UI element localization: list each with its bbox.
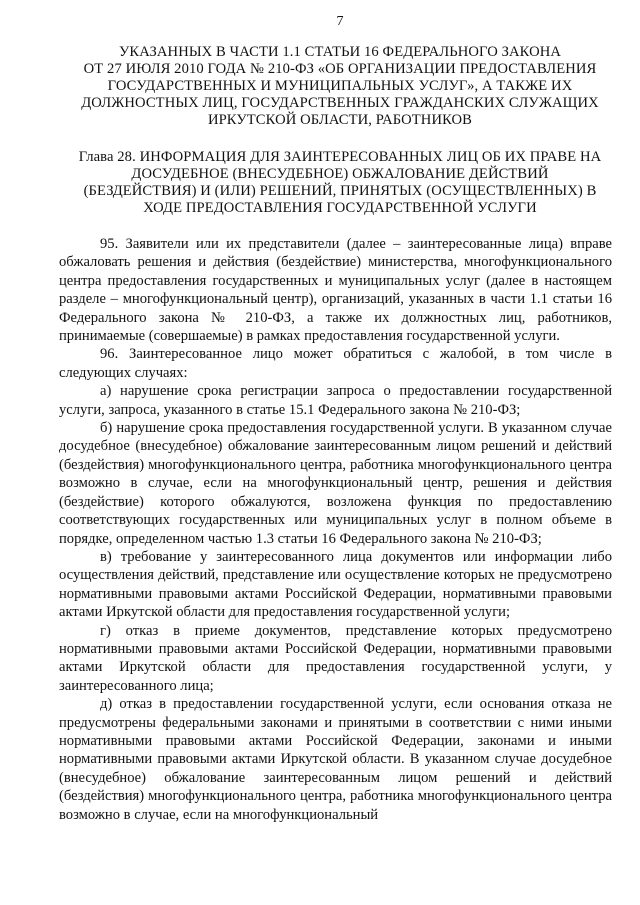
paragraph-96: 96. Заинтересованное лицо может обратиться с жалобой, в том числе в следующих случаях: xyxy=(59,346,612,381)
list-item-g: г) отказ в приеме документов, представление которых предусмотрено нормативными правовыми актами Российской Федерации, нормативными правовыми актами Иркутской области для предоставления государственной услуги, у заинтересованного лица; xyxy=(59,622,612,694)
section-heading-line: ОТ 27 ИЮЛЯ 2010 ГОДА № 210-ФЗ «ОБ ОРГАНИЗАЦИИ ПРЕДОСТАВЛЕНИЯ xyxy=(83,61,597,77)
list-item-d: д) отказ в предоставлении государственной услуги, если основания отказа не предусмотрены федеральными законами и принятыми в соответствии с ними иными нормативными правовыми актами Российской Федерации, законами и иными нормативными правовыми актами Иркутской области. В указанном случае досудебное (внесудебное) обжалование заинтересованным лицом решений и действий (бездействия) многофункционального центра, работника многофункционального центра возможно в случае, если на многофункциональный xyxy=(59,696,612,823)
section-heading xyxy=(66,44,614,129)
page-number: 7 xyxy=(336,14,344,29)
chapter-heading-line: Глава 28. ИНФОРМАЦИЯ ДЛЯ ЗАИНТЕРЕСОВАННЫХ ЛИЦ ОБ ИХ ПРАВЕ НА xyxy=(78,149,602,165)
section-heading-line: ГОСУДАРСТВЕННЫХ И МУНИЦИПАЛЬНЫХ УСЛУГ», А ТАКЖЕ ИХ xyxy=(107,78,573,94)
section-heading-line: ДОЛЖНОСТНЫХ ЛИЦ, ГОСУДАРСТВЕННЫХ ГРАЖДАНСКИХ СЛУЖАЩИХ xyxy=(81,95,599,111)
chapter-heading xyxy=(62,149,618,217)
list-item-a: а) нарушение срока регистрации запроса о предоставлении государственной услуги, запроса, указанного в статье 15.1 Федерального закона № 210-ФЗ; xyxy=(59,383,612,418)
body-text xyxy=(59,235,612,824)
list-item-v: в) требование у заинтересованного лица документов или информации либо осуществления действий, представление или осуществление которых не предусмотрено нормативными правовыми актами Российской Федерации, нормативными правовыми актами Иркутской области для предоставления государственной услуги; xyxy=(59,548,612,621)
paragraph-95: 95. Заявители или их представители (далее – заинтересованные лица) вправе обжаловать решения и действия (бездействие) министерства, многофункционального центра предоставления государственных и муниципальных услуг (далее в настоящем разделе – многофункциональный центр), организаций, указанных в части 1.1 статьи 16 Федерального закона № 210-ФЗ, а также их должностных лиц, работников, принимаемые (совершаемые) в рамках предоставления государственной услуги. xyxy=(59,236,612,345)
list-item-b: б) нарушение срока предоставления государственной услуги. В указанном случае досудебное (внесудебное) обжалование заинтересованным лицом решений и действий (бездействия) многофункционального центра, работника многофункционального центра возможно в случае, если на многофункциональный центр, решения и действия (бездействие) которого обжалуются, возложена функция по предоставлению соответствующих государственных или муниципальных услуг в полном объеме в порядке, определенном частью 1.3 статьи 16 Федерального закона № 210-ФЗ; xyxy=(59,420,612,547)
chapter-heading-line: ДОСУДЕБНОЕ (ВНЕСУДЕБНОЕ) ОБЖАЛОВАНИЕ ДЕЙСТВИЙ xyxy=(131,166,549,182)
chapter-heading-line: (БЕЗДЕЙСТВИЯ) И (ИЛИ) РЕШЕНИЙ, ПРИНЯТЫХ (ОСУЩЕСТВЛЕННЫХ) В xyxy=(83,183,597,199)
section-heading-line: УКАЗАННЫХ В ЧАСТИ 1.1 СТАТЬИ 16 ФЕДЕРАЛЬНОГО ЗАКОНА xyxy=(118,44,562,60)
chapter-heading-line: ХОДЕ ПРЕДОСТАВЛЕНИЯ ГОСУДАРСТВЕННОЙ УСЛУГИ xyxy=(143,200,537,216)
section-heading-line: ИРКУТСКОЙ ОБЛАСТИ, РАБОТНИКОВ xyxy=(207,112,473,128)
